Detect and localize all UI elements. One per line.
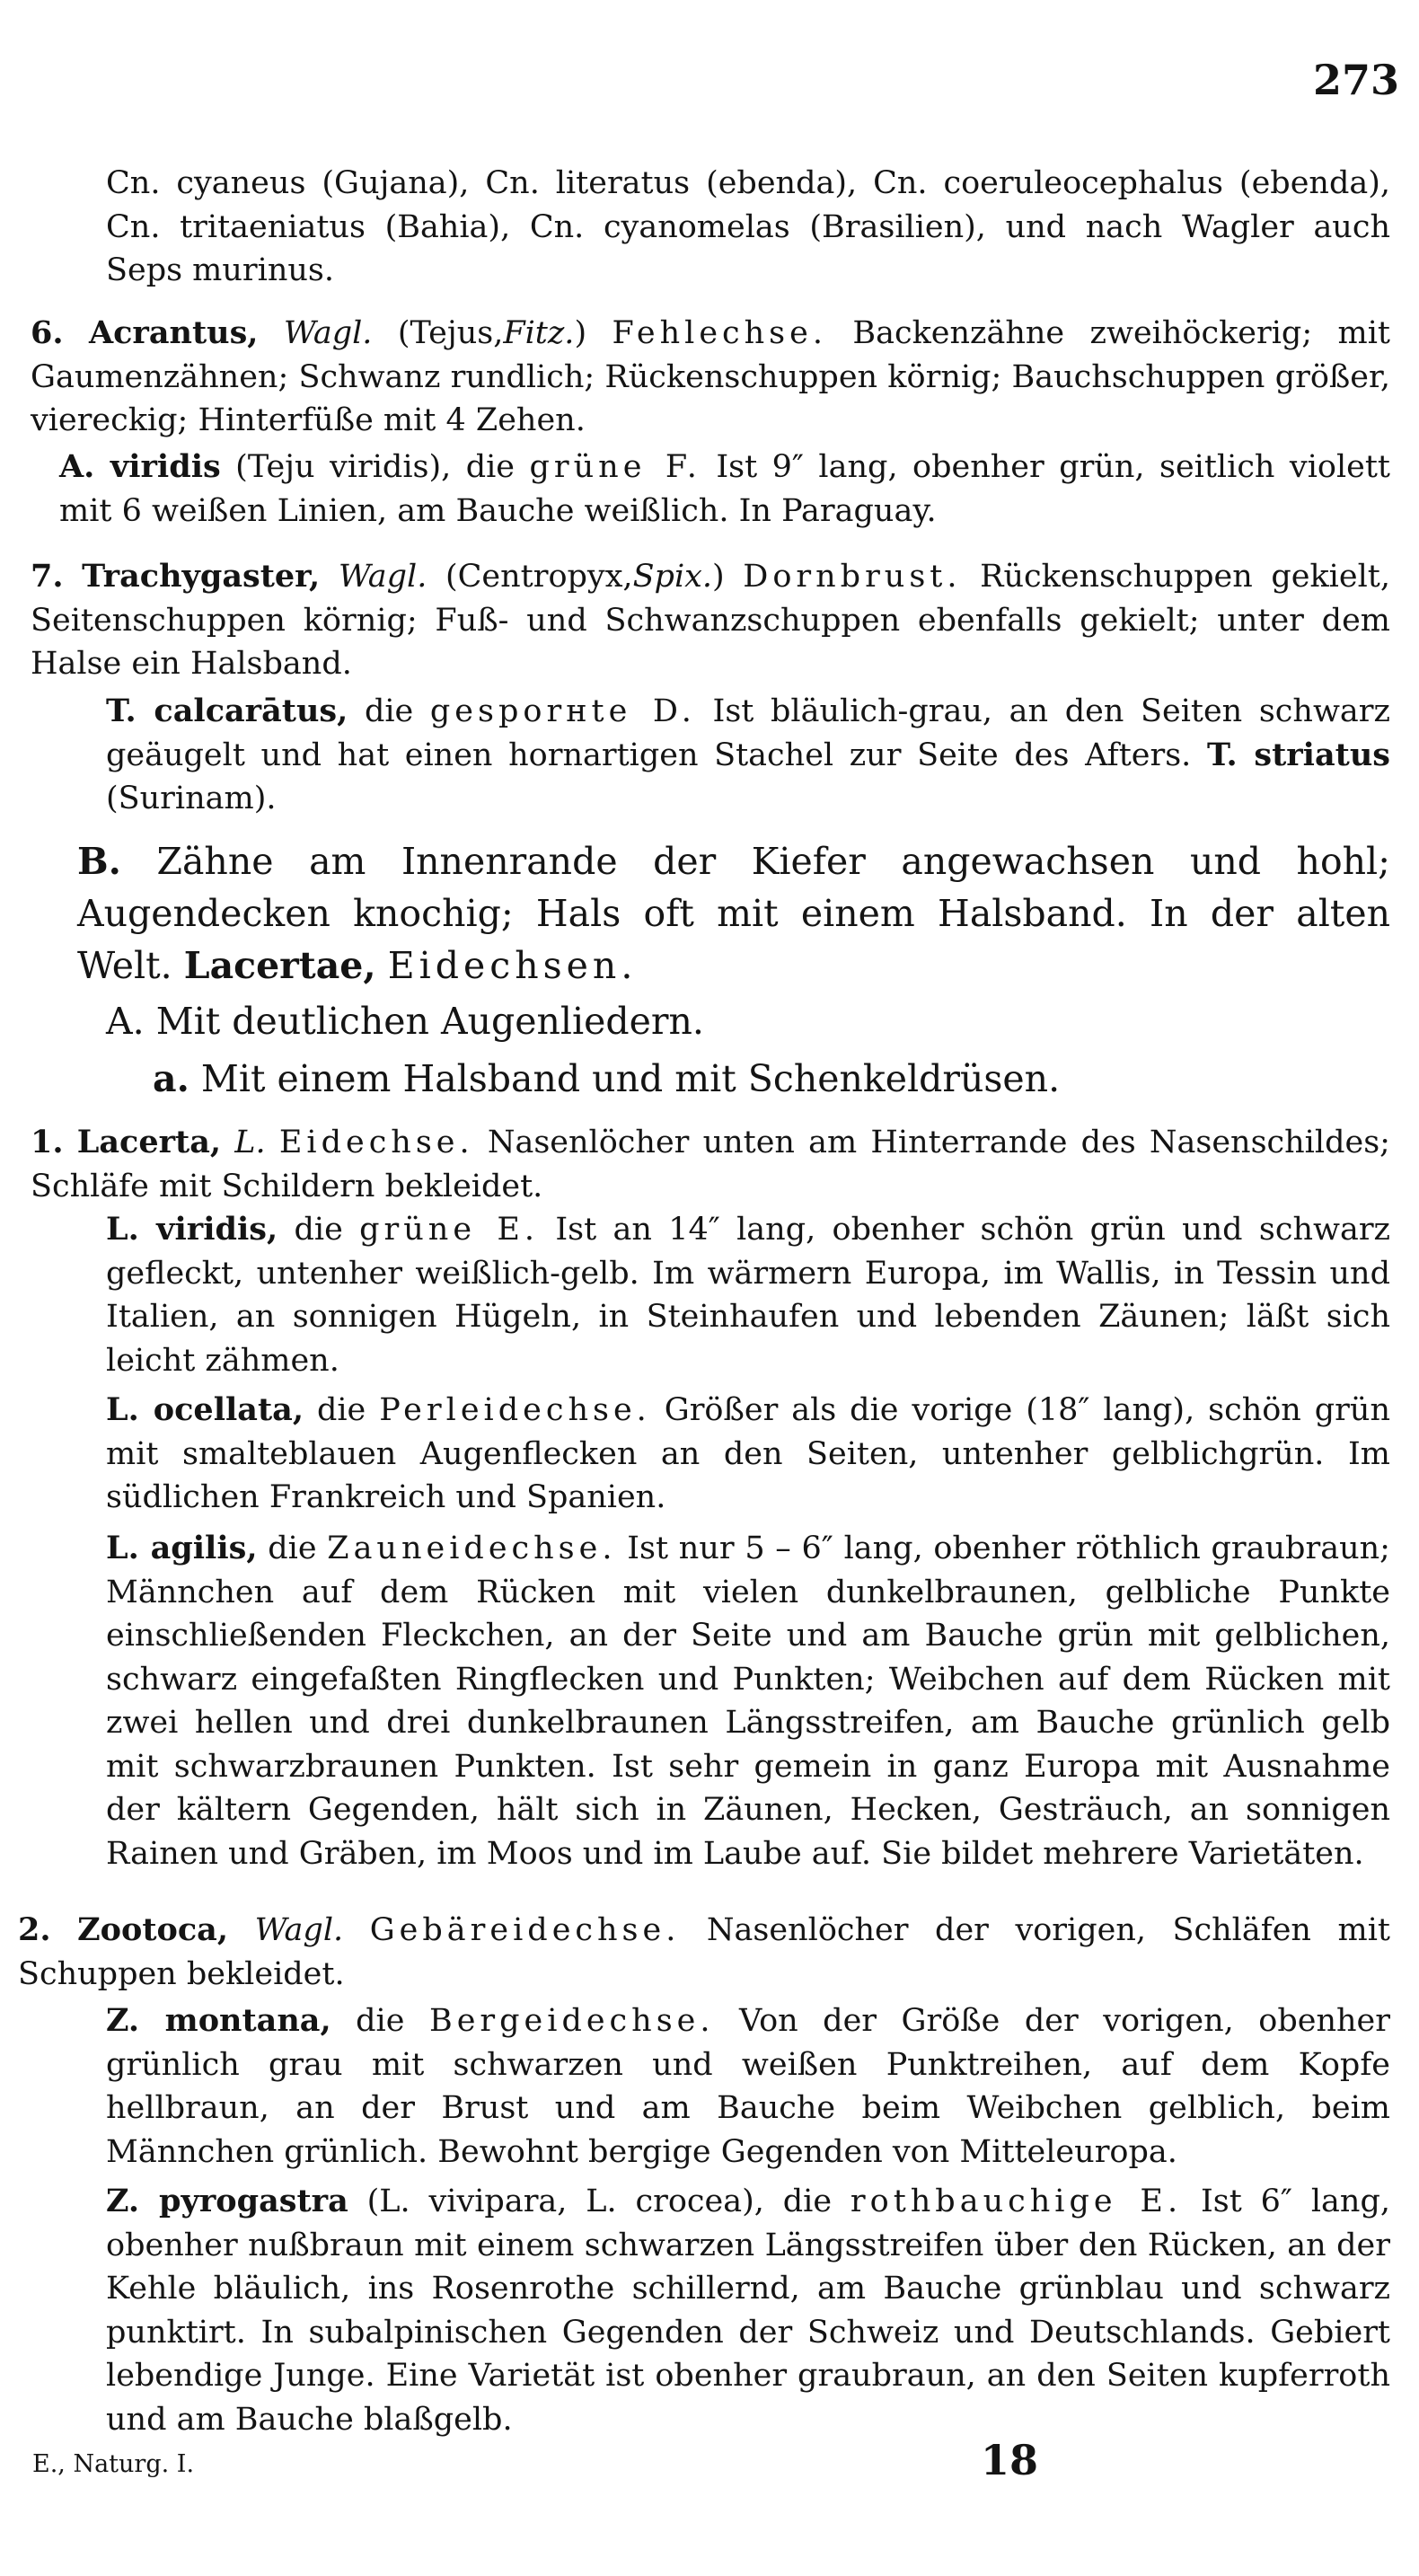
genus-author: Wagl. [283,315,373,351]
species-description: Größer als die vorige (18″ lang), schön grün mit smalteblauen Augenflecken an den Seiten, untenher gelblichgrün. Im südlichen Frankreich und Spanien. [106,1392,1390,1515]
species-name: Z. montana, [106,2002,331,2039]
group-common-name: Eidechsen. [387,944,638,987]
species-entry-lacerta-ocellata [106,1389,1390,1520]
species-common-name: Bergeidechse. [428,2003,715,2039]
species-name: L. agilis, [106,1530,258,1566]
genus-number: 7. [31,558,64,595]
genus-number: 2. [18,1911,51,1948]
species-entry-zootoca-montana [106,1999,1390,2174]
species-synonym: (L. vivipara, L. crocea), [366,2183,764,2219]
species-common-name: grüne F. [529,449,701,485]
genus-author: Wagl. [338,559,427,595]
species-description: Ist nur 5 – 6″ lang, obenher röthlich graubraun; Männchen auf dem Rücken mit vielen dunkelbraunen, gelbliche Punkte einschließenden Fleckchen, an der Seite und am Bauche grün mit gelblichen, schwarz eingefaßten Ringflecken und Punkten; Weibchen auf dem Rücken mit zwei hellen und drei dunkelbraunen Längsstreifen, am Bauche grünlich gelb mit schwarzbraunen Punkten. Ist sehr gemein in ganz Europa mit Ausnahme der kältern Gegenden, hält sich in Zäunen, Hecken, Gesträuch, an sonnigen Rainen und Gräben, im Moos und im Laube auf. Sie bildet mehrere Varietäten. [106,1531,1390,1872]
species-description: Ist an 14″ lang, obenher schön grün und schwarz gefleckt, untenher weißlich-gelb. Im wärmern Europa, im Wallis, in Tessin und Italien, an sonnigen Hügeln, in Steinhaufen und lebenden Zäunen; läßt sich leicht zähmen. [106,1212,1390,1379]
species-common-name: gesporнte D. [429,693,696,729]
species-entry-trachygaster-calcaratus [106,690,1390,821]
genus-common-name: Dornbrust. [743,559,962,595]
subsection-label: a. [153,1057,189,1100]
species-name: L. ocellata, [106,1391,304,1428]
genus-name: Acrantus, [88,314,259,351]
species-name: Z. pyrogastra [106,2183,348,2219]
section-label: A. [106,1000,145,1043]
genus-description: Nasenlöcher unten am Hinterrande des Nasenschildes; Schläfe mit Schildern bekleidet. [31,1125,1390,1204]
genus-author: Wagl. [254,1912,344,1948]
synonym-close: ) [574,315,587,351]
genus-author: L. [234,1125,266,1160]
synonym-open: (Centropyx, [445,559,633,595]
synonym-close: ) [712,559,725,595]
species-name: A. viridis [59,448,221,485]
related-species-name: T. striatus [1206,736,1390,773]
genus-name: Zootoca, [77,1911,229,1948]
genus-entry-acrantus [31,312,1390,443]
section-a-heading [106,995,1390,1047]
species-article: die [782,2183,833,2219]
section-text: Mit deutlichen Augenliedern. [155,1000,704,1043]
synonym-open: (Tejus, [397,315,504,351]
subsection-text: Mit einem Halsband und mit Schenkeldrüsen. [200,1057,1061,1100]
synonym-author: Spix. [632,559,713,595]
species-entry-lacerta-viridis [106,1208,1390,1382]
genus-common-name: Gebäreidechse. [369,1912,681,1948]
genus-common-name: Eidechse. [278,1125,474,1160]
species-synonym: (Teju viridis), die [235,449,516,485]
signature-mark: E., Naturg. I. [32,2450,195,2478]
species-article: die [268,1531,317,1566]
species-entry-acrantus-viridis [59,446,1390,533]
species-name: L. viridis, [106,1211,278,1248]
species-description: Ist 9″ lang, obenher grün, seitlich violett mit 6 weißen Linien, am Bauche weißlich. In Paraguay. [59,449,1390,529]
related-species-locality: (Surinam). [106,781,277,816]
species-article: die [294,1212,343,1248]
genus-description: Backenzähne zweihöckerig; mit Gaumenzähnen; Schwanz rundlich; Rückenschuppen körnig; Bauchschuppen größer, viereckig; Hinterfüße mit 4 Zehen. [31,315,1390,438]
species-description: Ist 6″ lang, obenher nußbraun mit einem schwarzen Längsstreifen über den Rücken, an der Kehle bläulich, ins Rosenrothe schillernd, am Bauche grünblau und schwarz punktirt. In subalpinischen Gegenden der Schweiz und Deutschlands. Gebiert lebendige Junge. Eine Varietät ist obenher graubraun, an den Seiten kupferroth und am Bauche blaßgelb. [106,2183,1390,2438]
genus-number: 1. [31,1124,64,1160]
section-b-heading [77,835,1390,992]
genus-name: Lacerta, [76,1124,222,1160]
species-common-name: grüne E. [359,1212,540,1248]
genus-common-name: Fehlechse. [612,315,827,351]
genus-entry-lacerta [31,1121,1390,1208]
species-entry-zootoca-pyrogastra [106,2180,1390,2441]
page-number: 273 [1312,56,1399,104]
species-article: die [356,2003,405,2039]
species-article: die [316,1392,366,1428]
genus-description: Nasenlöcher der vorigen, Schläfen mit Schuppen bekleidet. [18,1912,1390,1992]
genus-name: Trachygaster, [82,558,321,595]
cnemidophorus-list-text: Cn. cyaneus (Gujana), Cn. literatus (ebenda), Cn. coeruleocephalus (ebenda), Cn. tritaeniatus (Bahia), Cn. cyanomelas (Brasilien), und nach Wagler auch Seps murinus. [106,165,1390,288]
species-article: die [364,693,414,729]
species-description: Von der Größe der vorigen, obenher grünlich grau mit schwarzen und weißen Punktreihen, auf dem Kopfe hellbraun, an der Brust und am Bauche beim Weibchen gelblich, beim Männchen grünlich. Bewohnt bergige Gegenden von Mitteleuropa. [106,2003,1390,2170]
genus-entry-trachygaster [31,555,1390,686]
genus-description: Rückenschuppen gekielt, Seitenschuppen körnig; Fuß- und Schwanzschuppen ebenfalls gekielt; unter dem Halse ein Halsband. [31,559,1390,682]
species-name: T. calcarātus, [106,693,348,729]
section-label: B. [77,840,121,883]
sheet-number: 18 [981,2436,1039,2484]
synonym-author: Fitz. [503,315,575,351]
genus-entry-zootoca [18,1909,1390,1996]
group-name: Lacertae, [183,944,376,987]
species-common-name: Zauneidechse. [327,1531,617,1566]
species-common-name: rothbauchige E. [850,2183,1183,2219]
species-description: Ist bläulich-grau, an den Seiten schwarz geäugelt und hat einen hornartigen Stachel zur Seite des Afters. [106,693,1390,773]
genus-number: 6. [31,314,64,351]
subsection-a-heading [153,1053,1390,1105]
species-common-name: Perleidechse. [379,1392,651,1428]
section-text: Zähne am Innenrande der Kiefer angewachsen und hohl; Augendecken knochig; Hals oft mit einem Halsband. In der alten Welt. [77,840,1390,987]
cnemidophorus-species-list [106,162,1390,293]
species-entry-lacerta-agilis [106,1527,1390,1875]
